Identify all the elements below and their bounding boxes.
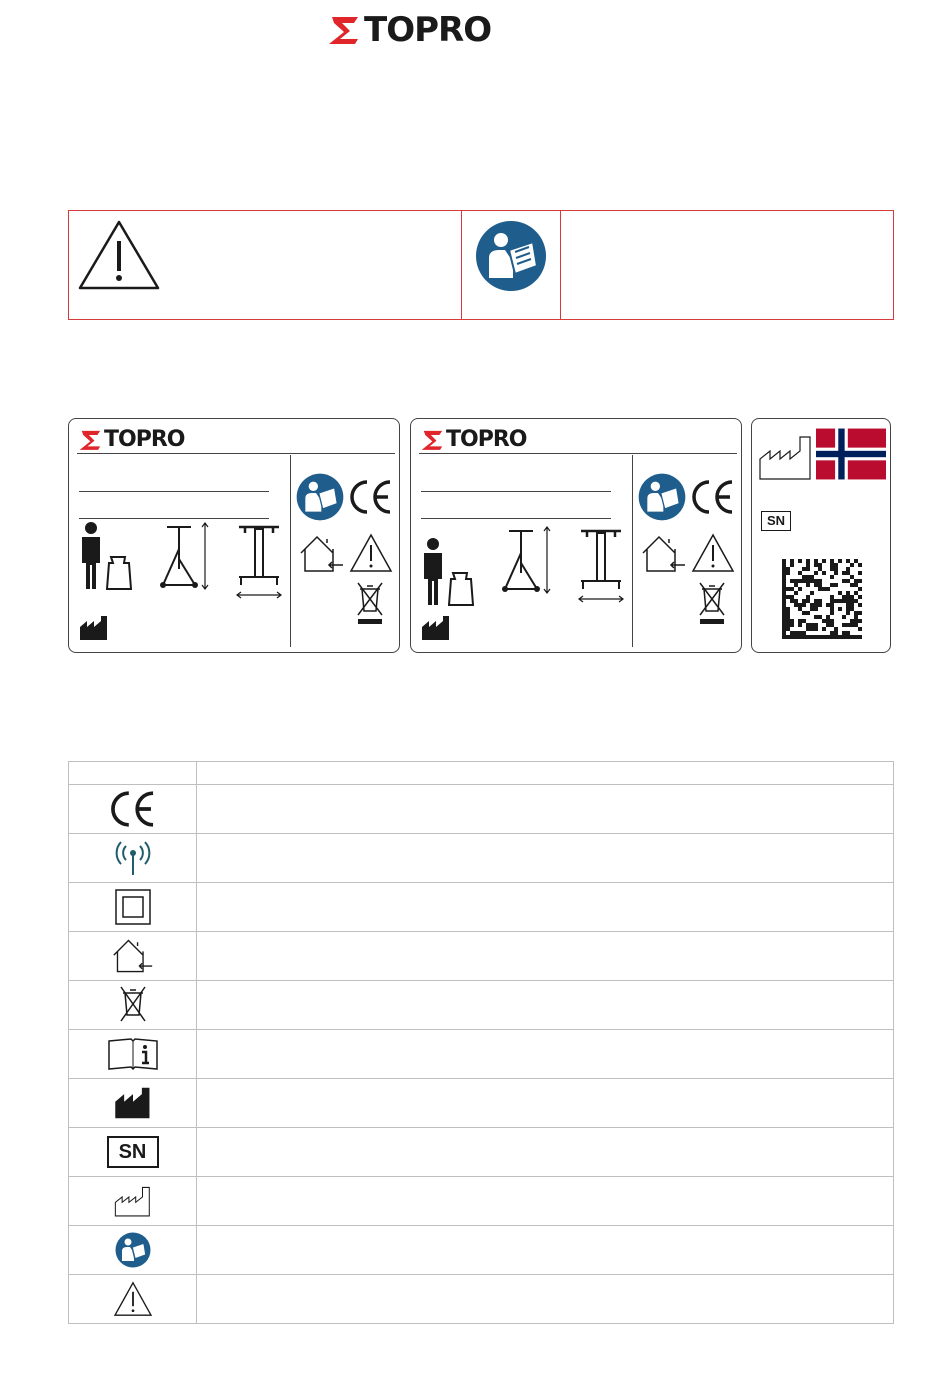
- weee-crossed-bin-icon: [116, 985, 150, 1025]
- label-brand-name: TOPRO: [446, 427, 527, 452]
- brand-logo: [328, 10, 491, 50]
- table-row: [69, 883, 894, 932]
- read-manual-icon: [296, 473, 344, 521]
- table-row: [69, 834, 894, 883]
- product-label-2: [410, 418, 742, 653]
- table-row: [69, 1275, 894, 1324]
- table-row: [69, 1226, 894, 1275]
- product-label-1: [68, 418, 400, 653]
- brand-name: TOPRO: [364, 10, 492, 50]
- rollator-height-icon: [499, 523, 559, 597]
- read-manual-icon: [638, 473, 686, 521]
- datamatrix-code-icon: [782, 559, 862, 639]
- rollator-height-icon: [157, 519, 217, 593]
- max-user-weight-icon: [419, 537, 477, 607]
- table-row: [69, 785, 894, 834]
- manufacturer-icon: [79, 615, 109, 641]
- weee-crossed-bin-icon: [355, 581, 385, 625]
- manufacturer-icon: [421, 615, 451, 641]
- serial-label: [751, 418, 891, 653]
- caution-icon: [691, 533, 735, 573]
- table-row: [69, 1177, 894, 1226]
- indoor-use-icon: [112, 938, 154, 974]
- table-row: [69, 1079, 894, 1128]
- topro-logo-mark-icon: [79, 429, 103, 451]
- date-of-manufacture-icon: [114, 1183, 152, 1219]
- caution-icon: [349, 533, 393, 573]
- read-manual-icon: [475, 220, 547, 292]
- label-logo: [79, 427, 184, 452]
- ce-mark-icon: [690, 479, 736, 515]
- topro-logo-mark-icon: [328, 15, 362, 45]
- label-logo: [421, 427, 526, 452]
- follow-instructions-icon: [115, 1232, 151, 1268]
- table-header: [69, 762, 894, 785]
- label-brand-name: TOPRO: [104, 427, 185, 452]
- indoor-use-icon: [299, 535, 345, 573]
- table-row: [69, 981, 894, 1030]
- table-row: [69, 1030, 894, 1079]
- manufacturer-icon: [114, 1086, 152, 1120]
- date-of-manufacture-icon: [758, 433, 814, 481]
- ce-mark-icon: [348, 479, 394, 515]
- symbol-table: [68, 761, 894, 1324]
- class-ii-equipment-icon: [114, 888, 152, 926]
- instructions-info-icon: [107, 1037, 159, 1071]
- warning-box: [68, 210, 894, 320]
- serial-number-icon: SN: [107, 1136, 159, 1168]
- serial-number-box: SN: [761, 511, 791, 531]
- max-user-weight-icon: [77, 521, 135, 591]
- warning-triangle-icon: [77, 219, 161, 291]
- norway-flag: [816, 428, 886, 480]
- table-row: [69, 1128, 894, 1177]
- weee-crossed-bin-icon: [697, 581, 727, 625]
- radio-transmitter-icon: [114, 839, 152, 877]
- ce-mark-icon: [108, 790, 158, 828]
- indoor-use-icon: [641, 535, 687, 573]
- table-row: [69, 932, 894, 981]
- topro-logo-mark-icon: [421, 429, 445, 451]
- rollator-width-icon: [571, 523, 631, 605]
- rollator-width-icon: [229, 519, 289, 601]
- caution-icon: [112, 1281, 154, 1317]
